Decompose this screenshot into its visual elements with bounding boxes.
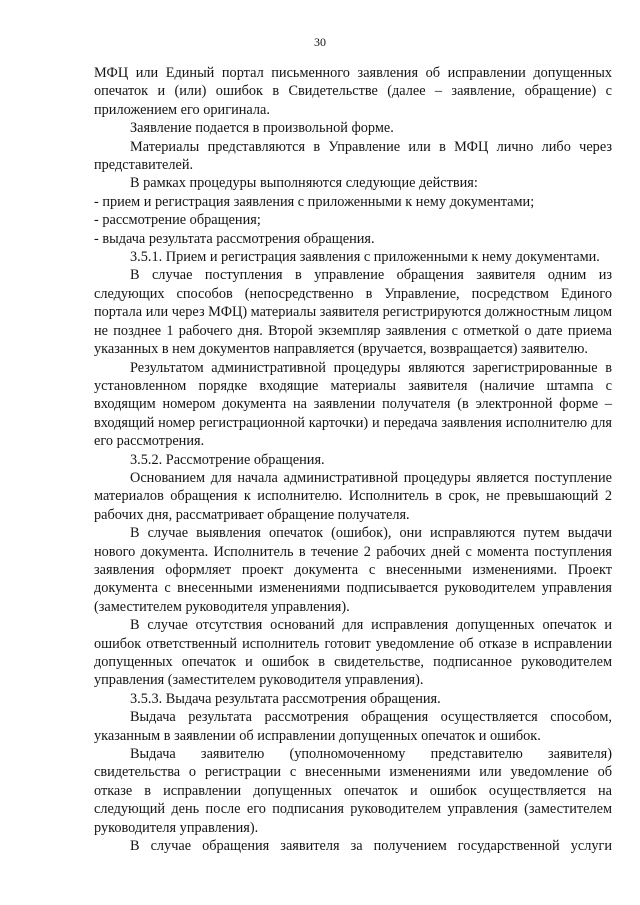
paragraph-materials: Материалы представляются в Управление или в МФЦ лично либо через представителей. [94, 138, 612, 174]
list-item-review: - рассмотрение обращения; [94, 212, 261, 229]
paragraph-errors-found: В случае выявления опечаток (ошибок), они исправляются путем выдачи нового документа. Исполнитель в течение 2 рабочих дней с момента поступления заявления оформляет проект документа с внесенными изменениями. Проект документа с внесенными изменениями подписывается руководителем управления (заместителем руководителя управления). [94, 525, 612, 615]
list-item-issuance: - выдача результата рассмотрения обращения. [94, 230, 375, 247]
page-number: 30 [314, 35, 326, 49]
document-body [94, 64, 612, 855]
paragraph-no-grounds: В случае отсутствия оснований для исправления допущенных опечаток и ошибок ответственный исполнитель готовит уведомление об отказе в исправлении допущенных опечаток и ошибок в свидетельстве, подписанное руководителем управления (заместителем руководителя управления). [94, 617, 612, 689]
list-item-reception: - прием и регистрация заявления с приложенными к нему документами; [94, 193, 535, 210]
paragraph-issuance-method: Выдача результата рассмотрения обращения осуществляется способом, указанным в заявлении об исправлении допущенных опечаток и ошибок. [94, 709, 612, 744]
paragraph-issuance-timing: Выдача заявителю (уполномоченному представителю заявителя) свидетельства о регистрации с внесенными изменениями или уведомление об отказе в исправлении допущенных опечаток и ошибок осуществляется на следующий день после его подписания руководителем управления (заместителем руководителя управления). [94, 746, 612, 836]
paragraph-continuation: В случае обращения заявителя за получением государственной услуги [130, 838, 612, 855]
section-heading-3-5-2: 3.5.2. Рассмотрение обращения. [130, 451, 325, 468]
paragraph-actions-heading: В рамках процедуры выполняются следующие действия: [130, 175, 478, 192]
paragraph-review-basis: Основанием для начала административной процедуры является поступление материалов обращения к исполнителю. Исполнитель в срок, не превышающий 2 рабочих дня, рассматривает обращение получателя. [94, 469, 612, 523]
paragraph-intro: МФЦ или Единый портал письменного заявления об исправлении допущенных опечаток и (или) ошибок в Свидетельстве (далее – заявление, обращение) с приложением его оригинала. [94, 65, 612, 118]
paragraph-free-form: Заявление подается в произвольной форме. [130, 120, 394, 137]
section-heading-3-5-3: 3.5.3. Выдача результата рассмотрения обращения. [130, 690, 441, 707]
paragraph-registration-result: Результатом административной процедуры являются зарегистрированные в установленном порядке входящие материалы заявителя (наличие штампа с входящим номером документа на заявлении получателя (в электронной форме – входящий номер регистрационной карточки) и передача заявления исполнителю для его рассмотрения. [94, 359, 612, 450]
paragraph-registration: В случае поступления в управление обращения заявителя одним из следующих способов (непосредственно в Управление, посредством Единого портала или через МФЦ) материалы заявителя регистрируются должностным лицом не позднее 1 рабочего дня. Второй экземпляр заявления с отметкой о дате приема указанных в нем документов направляется (вручается, возвращается) заявителю. [94, 267, 612, 358]
section-heading-3-5-1: 3.5.1. Прием и регистрация заявления с приложенными к нему документами. [130, 249, 600, 266]
